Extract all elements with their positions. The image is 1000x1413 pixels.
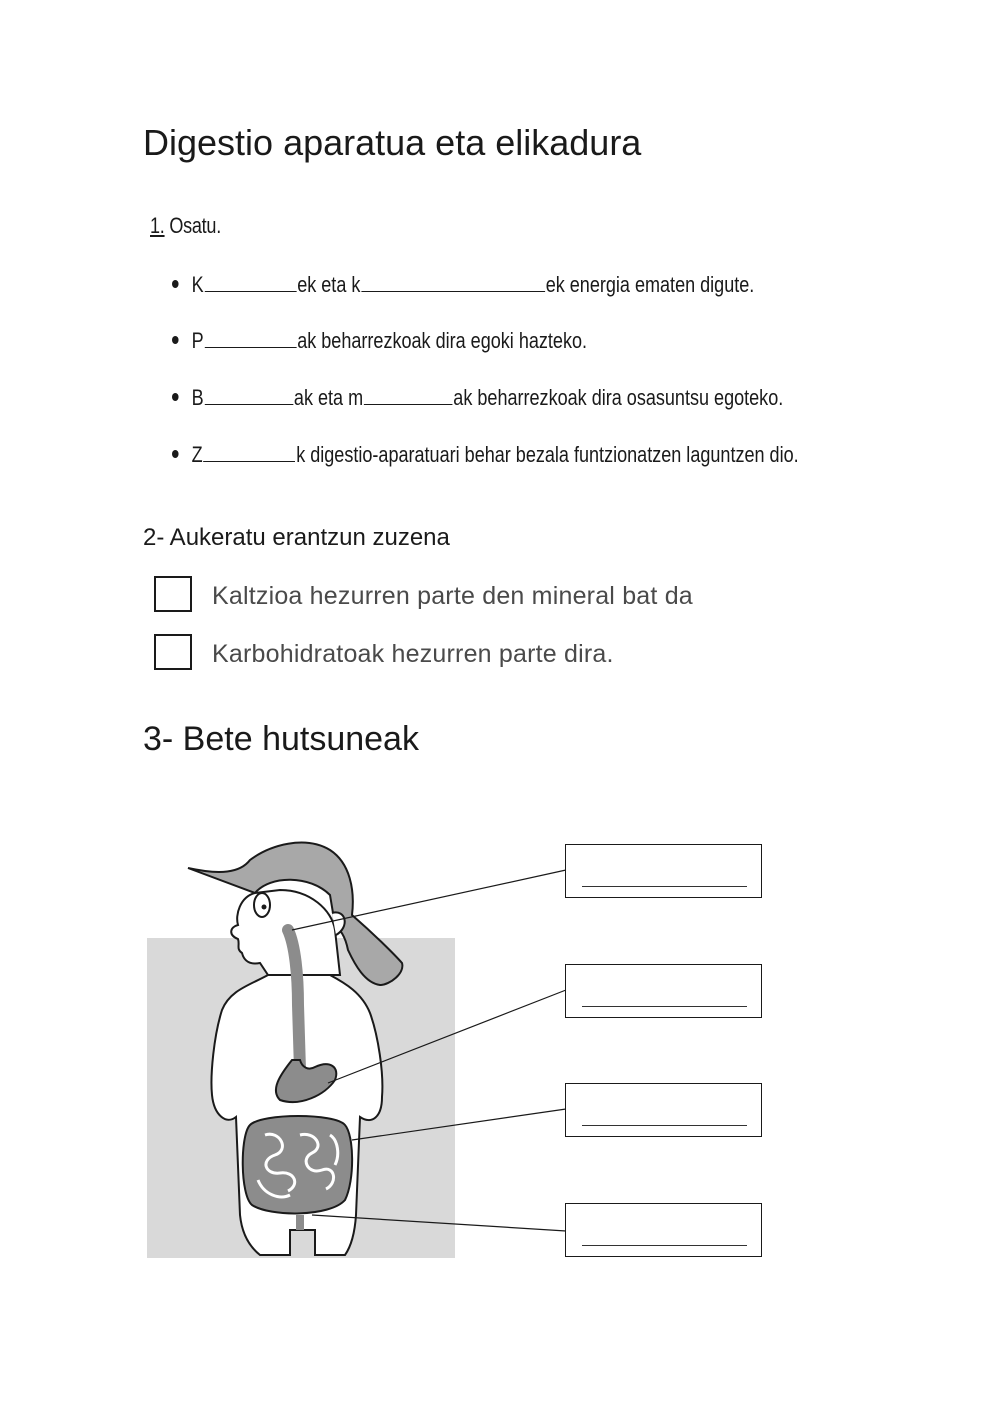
answer-line: [582, 1125, 747, 1126]
answer-box-1[interactable]: [565, 844, 762, 898]
answer-line: [582, 1245, 747, 1246]
fill-text: K: [191, 272, 204, 297]
option-1-text: Kaltzioa hezurren parte den mineral bat da: [212, 582, 693, 610]
fill-text: ak beharrezkoak dira osasuntsu egoteko.: [453, 385, 784, 410]
answer-line: [582, 886, 747, 887]
fill-text: ak beharrezkoak dira egoki hazteko.: [297, 328, 588, 353]
bullet-icon: [172, 393, 179, 401]
question-3-heading: 3- Bete hutsuneak: [143, 720, 419, 758]
question-1-label: Osatu.: [169, 213, 221, 238]
fill-text: P: [191, 328, 204, 353]
digestive-system-figure: [140, 835, 580, 1265]
fill-text: ek eta k: [297, 272, 361, 297]
pupil-shape: [262, 905, 267, 910]
fill-text: B: [191, 385, 204, 410]
fill-blank[interactable]: [205, 273, 297, 292]
fill-blank[interactable]: [364, 386, 453, 405]
bullet-icon: [172, 336, 179, 344]
fill-text: k digestio-aparatuari behar bezala funtzionatzen laguntzen dio.: [296, 442, 799, 467]
option-2-text: Karbohidratoak hezurren parte dira.: [212, 640, 614, 668]
option-1-checkbox[interactable]: [154, 576, 192, 612]
eye-icon: [254, 893, 270, 917]
fill-blank[interactable]: [205, 329, 297, 348]
answer-line: [582, 1006, 747, 1007]
option-2-checkbox[interactable]: [154, 634, 192, 670]
page-title: Digestio aparatua eta elikadura: [143, 122, 642, 163]
answer-box-3[interactable]: [565, 1083, 762, 1137]
fill-blank[interactable]: [361, 273, 545, 292]
fill-line-2: [172, 328, 587, 354]
question-1-heading: [150, 213, 221, 239]
question-1-number: 1.: [150, 213, 165, 238]
bullet-icon: [172, 280, 179, 288]
answer-box-4[interactable]: [565, 1203, 762, 1257]
fill-line-3: [172, 385, 783, 411]
question-2-heading: 2- Aukeratu erantzun zuzena: [143, 524, 450, 551]
bullet-icon: [172, 450, 179, 458]
fill-text: ek energia ematen digute.: [545, 272, 755, 297]
fill-text: ak eta m: [293, 385, 364, 410]
fill-blank[interactable]: [205, 386, 294, 405]
fill-line-4: [172, 442, 799, 468]
answer-box-2[interactable]: [565, 964, 762, 1018]
fill-blank[interactable]: [204, 443, 296, 462]
fill-text: Z: [191, 442, 203, 467]
fill-line-1: [172, 272, 754, 298]
